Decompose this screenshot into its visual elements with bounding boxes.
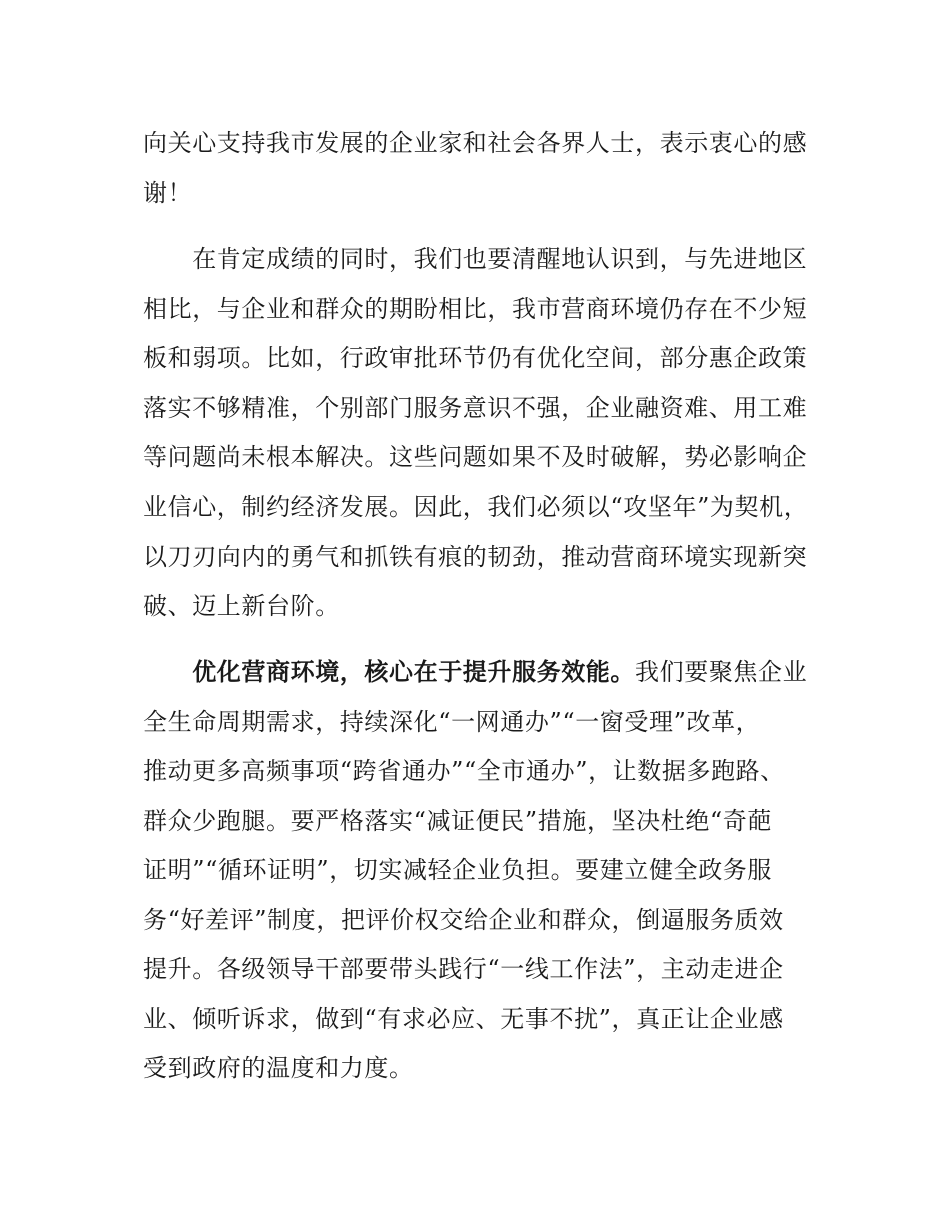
paragraph-3-line-8: 业、倾听诉求，做到“有求必应、无事不扰”，真正让企业感 — [143, 1005, 784, 1033]
paragraph-3-line-2: 全生命周期需求，持续深化“一网通办”“一窗受理”改革， — [143, 708, 761, 736]
paragraph-2-line-4: 落实不够精准，个别部门服务意识不强，企业融资难、用工难 — [143, 394, 808, 422]
paragraph-3-line-3: 推动更多高频事项“跨省通办”“全市通办”，让数据多跑路、 — [143, 757, 785, 785]
paragraph-2-line-3: 板和弱项。比如，行政审批环节仍有优化空间，部分惠企政策 — [143, 344, 808, 372]
paragraph-3-line-7: 提升。各级领导干部要带头践行“一线工作法”，主动走进企 — [143, 955, 784, 983]
paragraph-1-line-2: 谢！ — [143, 179, 193, 207]
paragraph-3-line-1-rest: 我们要聚焦企业 — [635, 658, 808, 686]
paragraph-2-line-6: 业信心，制约经济发展。因此，我们必须以“攻坚年”为契机， — [143, 493, 809, 521]
paragraph-2-line-5: 等问题尚未根本解决。这些问题如果不及时破解，势必影响企 — [143, 443, 808, 471]
paragraph-3-line-6: 务“好差评”制度，把评价权交给企业和群众，倒逼服务质效 — [143, 906, 784, 934]
paragraph-1-line-1: 向关心支持我市发展的企业家和社会各界人士，表示衷心的感 — [143, 129, 808, 157]
paragraph-2-line-1: 在肯定成绩的同时，我们也要清醒地认识到，与先进地区 — [143, 245, 808, 273]
paragraph-3-line-9: 受到政府的温度和力度。 — [143, 1054, 414, 1082]
paragraph-3-line-1 — [143, 656, 823, 688]
paragraph-3-heading: 优化营商环境，核心在于提升服务效能。 — [192, 658, 636, 686]
paragraph-2-line-2: 相比，与企业和群众的期盼相比，我市营商环境仍存在不少短 — [143, 295, 808, 323]
paragraph-3-line-5: 证明”“循环证明”，切实减轻企业负担。要建立健全政务服 — [143, 856, 773, 884]
paragraph-2-line-7: 以刀刃向内的勇气和抓铁有痕的韧劲，推动营商环境实现新突 — [143, 543, 808, 571]
paragraph-2-line-8: 破、迈上新台阶。 — [143, 592, 340, 620]
paragraph-3-line-4: 群众少跑腿。要严格落实“减证便民”措施，坚决杜绝“奇葩 — [143, 807, 773, 835]
